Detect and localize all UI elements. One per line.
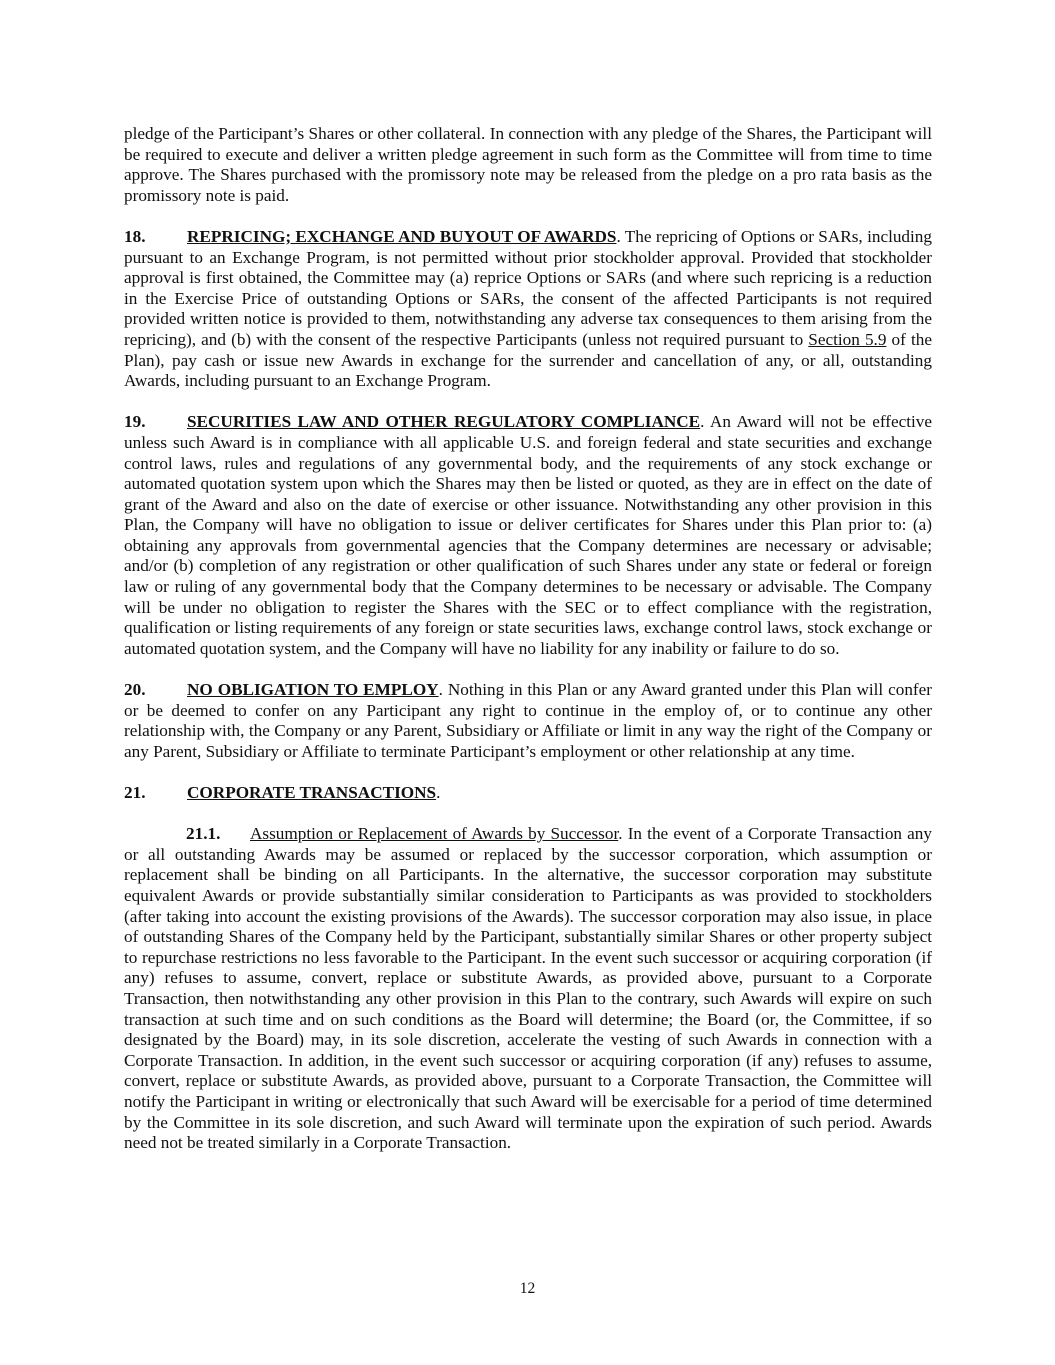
section-20-body: . Nothing in this Plan or any Award granted under this Plan will confer or be deemed to confer on any Participant any right to continue in the employ of, or to continue any other relationship with, the Company or any Parent, Subsidiary or Affiliate or limit in any way the right of the Company or any Parent, Subsidiary or Affiliate to terminate Participant’s employment or other relationship at any time. xyxy=(124,680,932,761)
section-21-paragraph xyxy=(124,783,932,804)
section-18-body-b: of the Plan), pay cash or issue new Awards in exchange for the surrender and cancellation of any, or all, outstanding Awards, including pursuant to an Exchange Program. xyxy=(124,329,932,391)
continuation-paragraph xyxy=(124,124,932,206)
section-21-1-body: . In the event of a Corporate Transaction any or all outstanding Awards may be assumed or replaced by the successor corporation, which assumption or replacement shall be binding on all Participants. In the alternative, the successor corporation may substitute equivalent Awards or provide substantially similar consideration to Participants as was provided to stockholders (after taking into account the existing provisions of the Awards). The successor corporation may also issue, in place of outstanding Shares of the Company held by the Participant, substantially similar Shares or other property subject to repurchase restrictions no less favorable to the Participant. In the event such successor or acquiring corporation (if any) refuses to assume, convert, replace or substitute Awards, as provided above, pursuant to a Corporate Transaction, then notwithstanding any other provision in this Plan to the contrary, such Awards will expire on such transaction at such time and on such conditions as the Board will determine; the Board (or, the Committee, if so designated by the Board) may, in its sole discretion, accelerate the vesting of such Awards in connection with a Corporate Transaction. In addition, in the event such successor or acquiring corporation (if any) refuses to assume, convert, replace or substitute Awards, as provided above, pursuant to a Corporate Transaction, the Committee will notify the Participant in writing or electronically that such Award will be exercisable for a period of time determined by the Committee in its sole discretion, and such Award will terminate upon the expiration of such period. Awards need not be treated similarly in a Corporate Transaction. xyxy=(124,824,932,1153)
page-number: 12 xyxy=(519,1280,536,1297)
section-5-9-reference: Section 5.9 xyxy=(808,329,887,349)
section-20-paragraph xyxy=(124,680,932,762)
section-19-body: . An Award will not be effective unless such Award is in compliance with all applicable U.S. and foreign federal and state securities and exchange control laws, rules and regulations of any governmental body, and the requirements of any stock exchange or automated quotation system upon which the Shares may then be listed or quoted, as they are in effect on the date of grant of the Award and also on the date of exercise or other issuance. Notwithstanding any other provision in this Plan, the Company will have no obligation to issue or deliver certificates for Shares under this Plan prior to: (a) obtaining any approvals from governmental agencies that the Company determines are necessary or advisable; and/or (b) completion of any registration or other qualification of such Shares under any state or federal or foreign law or ruling of any governmental body that the Company determines to be necessary or advisable. The Company will be under no obligation to register the Shares with the SEC or to effect compliance with the registration, qualification or listing requirements of any foreign or state securities laws, exchange control laws, stock exchange or automated quotation system, and the Company will have no liability for any inability or failure to do so. xyxy=(124,412,932,658)
section-21-1-title: Assumption or Replacement of Awards by Successor xyxy=(250,824,619,844)
section-21-1-number: 21.1. xyxy=(186,824,221,844)
section-18-heading: REPRICING; EXCHANGE AND BUYOUT OF AWARDS xyxy=(187,226,617,246)
section-19-heading: SECURITIES LAW AND OTHER REGULATORY COMPLIANCE xyxy=(187,412,701,432)
section-21-heading-end: . xyxy=(436,783,441,802)
section-20-number: 20. xyxy=(124,680,146,700)
section-18-number: 18. xyxy=(124,226,146,246)
section-21-1-paragraph xyxy=(124,824,932,1154)
section-19-number: 19. xyxy=(124,412,146,432)
section-18-body-a: . The repricing of Options or SARs, including pursuant to an Exchange Program, is not permitted without prior stockholder approval. Provided that stockholder approval is first obtained, the Committee may (a) reprice Options or SARs (and where such repricing is a reduction in the Exercise Price of outstanding Options or SARs, the consent of the affected Participants is not required provided written notice is provided to them, notwithstanding any adverse tax consequences to them arising from the repricing), and (b) with the consent of the respective Participants (unless not required pursuant to xyxy=(124,226,932,349)
document-page xyxy=(124,124,932,1174)
section-19-paragraph xyxy=(124,412,932,659)
section-18-paragraph xyxy=(124,227,932,392)
section-21-heading: CORPORATE TRANSACTIONS xyxy=(187,783,437,802)
continuation-text: pledge of the Participant’s Shares or other collateral. In connection with any pledge of the Shares, the Participant will be required to execute and deliver a written pledge agreement in such form as the Committee will from time to time approve. The Shares purchased with the promissory note may be released from the pledge on a pro rata basis as the promissory note is paid. xyxy=(124,124,932,205)
section-21-number: 21. xyxy=(124,783,146,802)
section-20-heading: NO OBLIGATION TO EMPLOY xyxy=(187,680,439,700)
